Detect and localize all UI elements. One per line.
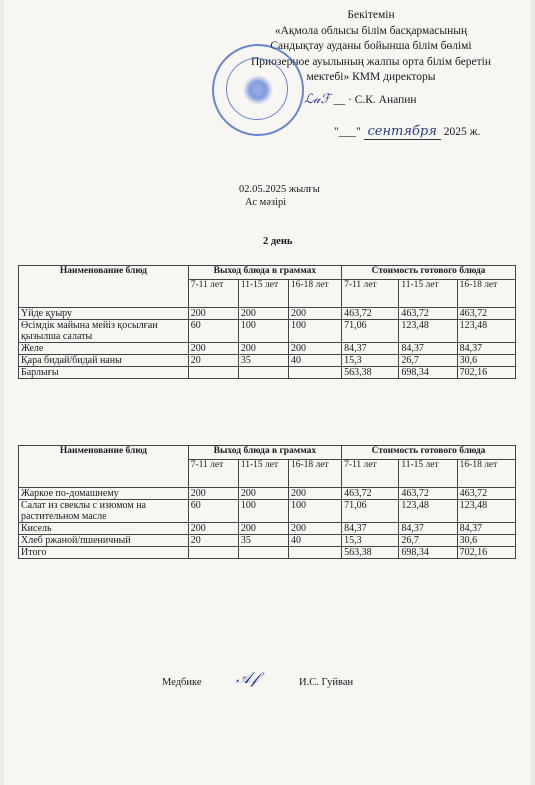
cost-cell: 84,37 xyxy=(399,523,457,535)
grams-cell: 200 xyxy=(288,308,341,320)
table-row xyxy=(19,308,516,320)
cost-cell: 463,72 xyxy=(342,308,399,320)
grams-cell: 40 xyxy=(288,355,341,367)
menu-table-kz xyxy=(18,265,516,379)
header-output: Выход блюда в граммах xyxy=(188,446,341,460)
header-dish: Наименование блюд xyxy=(19,446,189,488)
cost-cell: 463,72 xyxy=(457,308,515,320)
dish-name: Кисель xyxy=(19,523,189,535)
approval-line: Приозерное ауылының жалпы орта білім беретін xyxy=(250,55,492,68)
header-age: 16-18 лет xyxy=(288,460,341,488)
director-signature-row: ℒ𝒶ℱ __ · С.К. Анапин xyxy=(304,92,417,107)
document-title: Ас мәзірі xyxy=(245,197,287,208)
header-age: 11-15 лет xyxy=(238,460,288,488)
grams-cell: 100 xyxy=(288,320,341,343)
cost-cell: 84,37 xyxy=(399,343,457,355)
cost-cell: 84,37 xyxy=(342,343,399,355)
dish-name: Қара бидай/бидай наны xyxy=(19,355,189,367)
table-row xyxy=(19,523,516,535)
header-age: 7-11 лет xyxy=(342,280,399,308)
grams-cell: 200 xyxy=(238,523,288,535)
cost-cell: 463,72 xyxy=(342,488,399,500)
official-seal xyxy=(212,44,304,136)
table-row xyxy=(19,367,516,379)
grams-cell: 100 xyxy=(238,320,288,343)
header-age: 7-11 лет xyxy=(342,460,399,488)
approval-line: Сандықтау ауданы бойынша білім бөлімі xyxy=(270,40,472,52)
approval-line: мектебі» КММ директоры xyxy=(306,71,436,83)
state-emblem-icon xyxy=(243,75,273,105)
approval-heading: Бекітемін xyxy=(347,9,395,21)
grams-cell: 40 xyxy=(288,535,341,547)
menu-body-ru xyxy=(19,488,516,559)
signature-icon: ℒ𝒶ℱ xyxy=(304,92,331,107)
cost-cell: 84,37 xyxy=(342,523,399,535)
cost-cell: 15,3 xyxy=(342,535,399,547)
grams-cell xyxy=(238,547,288,559)
header-dish: Наименование блюд xyxy=(19,266,189,308)
grams-cell xyxy=(188,367,238,379)
grams-cell: 20 xyxy=(188,535,238,547)
grams-cell: 100 xyxy=(238,500,288,523)
cost-cell: 563,38 xyxy=(342,367,399,379)
cost-cell: 84,37 xyxy=(457,523,515,535)
table-row xyxy=(19,500,516,523)
table-row xyxy=(19,320,516,343)
grams-cell: 200 xyxy=(288,488,341,500)
header-age: 11-15 лет xyxy=(238,280,288,308)
menu-body-kz xyxy=(19,308,516,379)
grams-cell: 35 xyxy=(238,535,288,547)
nurse-role: Медбике xyxy=(162,677,202,688)
grams-cell: 200 xyxy=(238,488,288,500)
document-page xyxy=(4,0,531,785)
nurse-signature-icon: 𝒜𝒻 xyxy=(236,668,259,687)
cost-cell: 463,72 xyxy=(399,308,457,320)
document-date: 02.05.2025 жылғы xyxy=(239,184,320,195)
cost-cell: 30,6 xyxy=(457,535,515,547)
cost-cell: 26,7 xyxy=(399,355,457,367)
grams-cell: 200 xyxy=(288,523,341,535)
cost-cell: 563,38 xyxy=(342,547,399,559)
dish-name: Жаркое по-домашнему xyxy=(19,488,189,500)
approval-line: «Ақмола облысы білім басқармасының xyxy=(274,24,468,37)
cost-cell: 84,37 xyxy=(457,343,515,355)
grams-cell: 200 xyxy=(188,523,238,535)
grams-cell: 20 xyxy=(188,355,238,367)
cost-cell: 698,34 xyxy=(399,367,457,379)
grams-cell: 200 xyxy=(238,308,288,320)
grams-cell: 200 xyxy=(188,343,238,355)
header-age: 16-18 лет xyxy=(288,280,341,308)
cost-cell: 698,34 xyxy=(399,547,457,559)
grams-cell xyxy=(288,367,341,379)
grams-cell: 200 xyxy=(188,488,238,500)
director-name: С.К. Анапин xyxy=(354,94,417,106)
cost-cell: 702,16 xyxy=(457,367,515,379)
cost-cell: 26,7 xyxy=(399,535,457,547)
cost-cell: 15,3 xyxy=(342,355,399,367)
table-row xyxy=(19,355,516,367)
grams-cell: 200 xyxy=(188,308,238,320)
cost-cell: 463,72 xyxy=(399,488,457,500)
cost-cell: 702,16 xyxy=(457,547,515,559)
cost-cell: 71,06 xyxy=(342,320,399,343)
grams-cell xyxy=(188,547,238,559)
table-row xyxy=(19,343,516,355)
cost-cell: 463,72 xyxy=(457,488,515,500)
header-cost: Стоимость готового блюда xyxy=(342,446,516,460)
menu-table-ru xyxy=(18,445,516,559)
dish-name: Үйде қуыру xyxy=(19,308,189,320)
table-row xyxy=(19,488,516,500)
grams-cell xyxy=(238,367,288,379)
header-age: 11-15 лет xyxy=(399,280,457,308)
menu-day: 2 день xyxy=(263,236,293,247)
dish-name: Итого xyxy=(19,547,189,559)
grams-cell xyxy=(288,547,341,559)
cost-cell: 123,48 xyxy=(457,500,515,523)
dish-name: Өсімдік майына мейіз қосылған қызылша салаты xyxy=(19,320,189,343)
table-row xyxy=(19,547,516,559)
dish-name: Барлығы xyxy=(19,367,189,379)
approval-date-row: "___" сентября 2025 ж. xyxy=(334,124,481,139)
dish-name: Желе xyxy=(19,343,189,355)
grams-cell: 100 xyxy=(288,500,341,523)
header-cost: Стоимость готового блюда xyxy=(342,266,516,280)
dish-name: Хлеб ржаной/пшеничный xyxy=(19,535,189,547)
header-age: 11-15 лет xyxy=(399,460,457,488)
grams-cell: 35 xyxy=(238,355,288,367)
nurse-name: И.С. Гуйван xyxy=(299,677,354,688)
approval-month-handwritten: сентября xyxy=(364,124,441,140)
approval-year: 2025 ж. xyxy=(443,126,481,138)
table-row xyxy=(19,535,516,547)
cost-cell: 123,48 xyxy=(457,320,515,343)
cost-cell: 123,48 xyxy=(399,500,457,523)
cost-cell: 71,06 xyxy=(342,500,399,523)
header-age: 7-11 лет xyxy=(188,460,238,488)
dish-name: Салат из свеклы с изюмом на растительном масле xyxy=(19,500,189,523)
grams-cell: 60 xyxy=(188,320,238,343)
grams-cell: 60 xyxy=(188,500,238,523)
header-age: 7-11 лет xyxy=(188,280,238,308)
header-output: Выход блюда в граммах xyxy=(188,266,341,280)
grams-cell: 200 xyxy=(288,343,341,355)
grams-cell: 200 xyxy=(238,343,288,355)
header-age: 16-18 лет xyxy=(457,460,515,488)
cost-cell: 30,6 xyxy=(457,355,515,367)
cost-cell: 123,48 xyxy=(399,320,457,343)
header-age: 16-18 лет xyxy=(457,280,515,308)
